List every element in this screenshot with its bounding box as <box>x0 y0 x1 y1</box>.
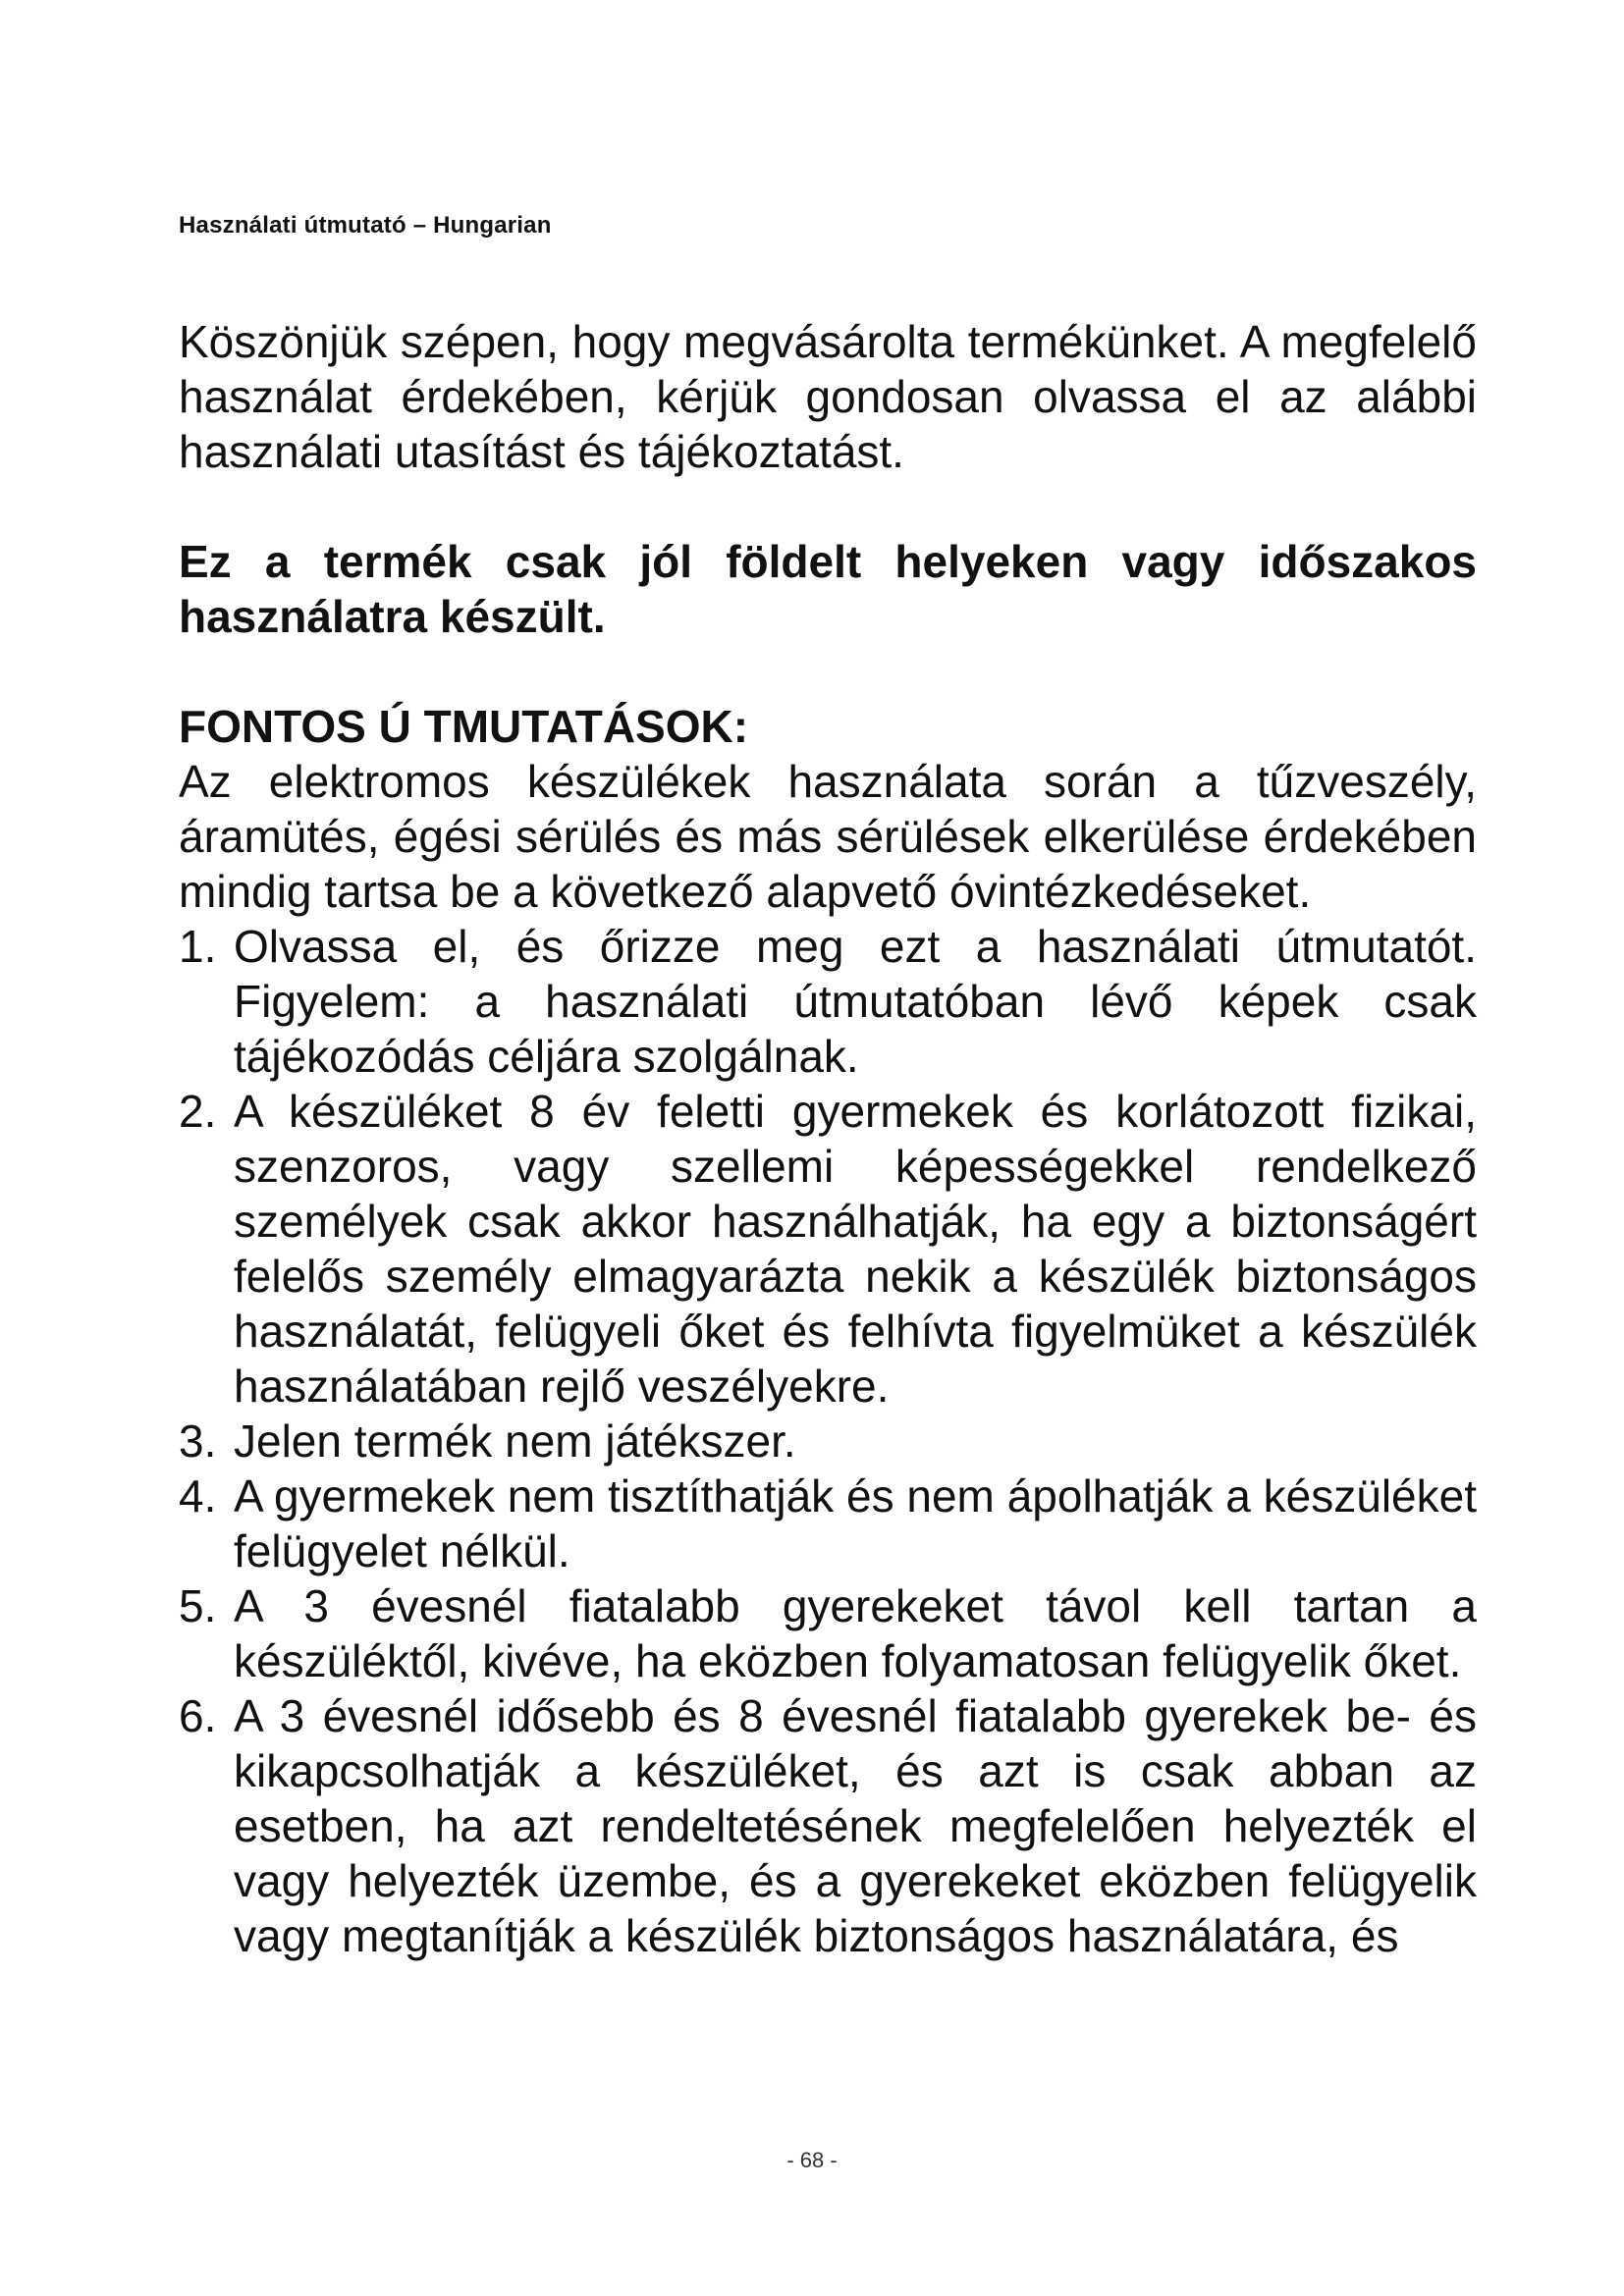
intro-paragraph: Köszönjük szépen, hogy megvásárolta termékünket. A megfelelő használat érdekében, kérjük gondosan olvassa el az alábbi használati utasítást és tájékoztatást. <box>179 316 1477 477</box>
list-item-text: A 3 évesnél fiatalabb gyerekeket távol kell tartan a készüléktől, kivéve, ha eközben folyamatosan felügyelik őket. <box>234 1580 1477 1686</box>
page-number: - 68 - <box>786 2148 838 2172</box>
list-item-number: 6. <box>179 1690 217 1741</box>
list-item <box>179 1414 1477 1468</box>
list-item <box>179 1688 1477 1963</box>
list-item <box>179 1578 1477 1688</box>
list-item-number: 2. <box>179 1086 217 1137</box>
list-item <box>179 1084 1477 1414</box>
list-item <box>179 919 1477 1084</box>
list-item-number: 4. <box>179 1470 217 1522</box>
list-item-text: A 3 évesnél idősebb és 8 évesnél fiatalabb gyerekek be- és kikapcsolhatják a készüléket, és azt is csak abban az esetben, ha azt rendeltetésének megfelelően helyezték el vagy helyezték üzembe, és a gyerekeket eközben felügyelik vagy megtanítják a készülék biztonságos használatára, és <box>234 1690 1477 1961</box>
section-title: FONTOS Ú TMUTATÁSOK: <box>179 701 749 752</box>
list-item-number: 3. <box>179 1415 217 1467</box>
list-item-text: A gyermekek nem tisztíthatják és nem ápolhatják a készüléket felügyelet nélkül. <box>234 1470 1477 1576</box>
list-item <box>179 1468 1477 1578</box>
list-item-text: Olvassa el, és őrizze meg ezt a használati útmutatót. Figyelem: a használati útmutatóban lévő képek csak tájékozódás céljára szolgálnak. <box>234 921 1477 1082</box>
list-item-text: A készüléket 8 év feletti gyermekek és korlátozott fizikai, szenzoros, vagy szellemi képességekkel rendelkező személyek csak akkor használhatják, ha egy a biztonságért felelős személy elmagyarázta nekik a készülék biztonságos használatát, felügyeli őket és felhívta figyelmüket a készülék használatában rejlő veszélyekre. <box>234 1086 1477 1412</box>
safety-intro-paragraph: Az elektromos készülékek használata során a tűzveszély, áramütés, égési sérülés és más sérülések elkerülése érdekében mindig tartsa be a következő alapvető óvintézkedéseket. <box>179 756 1477 917</box>
document-header: Használati útmutató – Hungarian <box>179 212 552 239</box>
document-body <box>179 314 1477 1963</box>
safety-instructions-list <box>179 919 1477 1963</box>
grounding-notice: Ez a termék csak jól földelt helyeken vagy időszakos használatra készült. <box>179 536 1477 642</box>
list-item-number: 1. <box>179 921 217 972</box>
list-item-number: 5. <box>179 1580 217 1631</box>
list-item-text: Jelen termék nem játékszer. <box>234 1415 796 1467</box>
